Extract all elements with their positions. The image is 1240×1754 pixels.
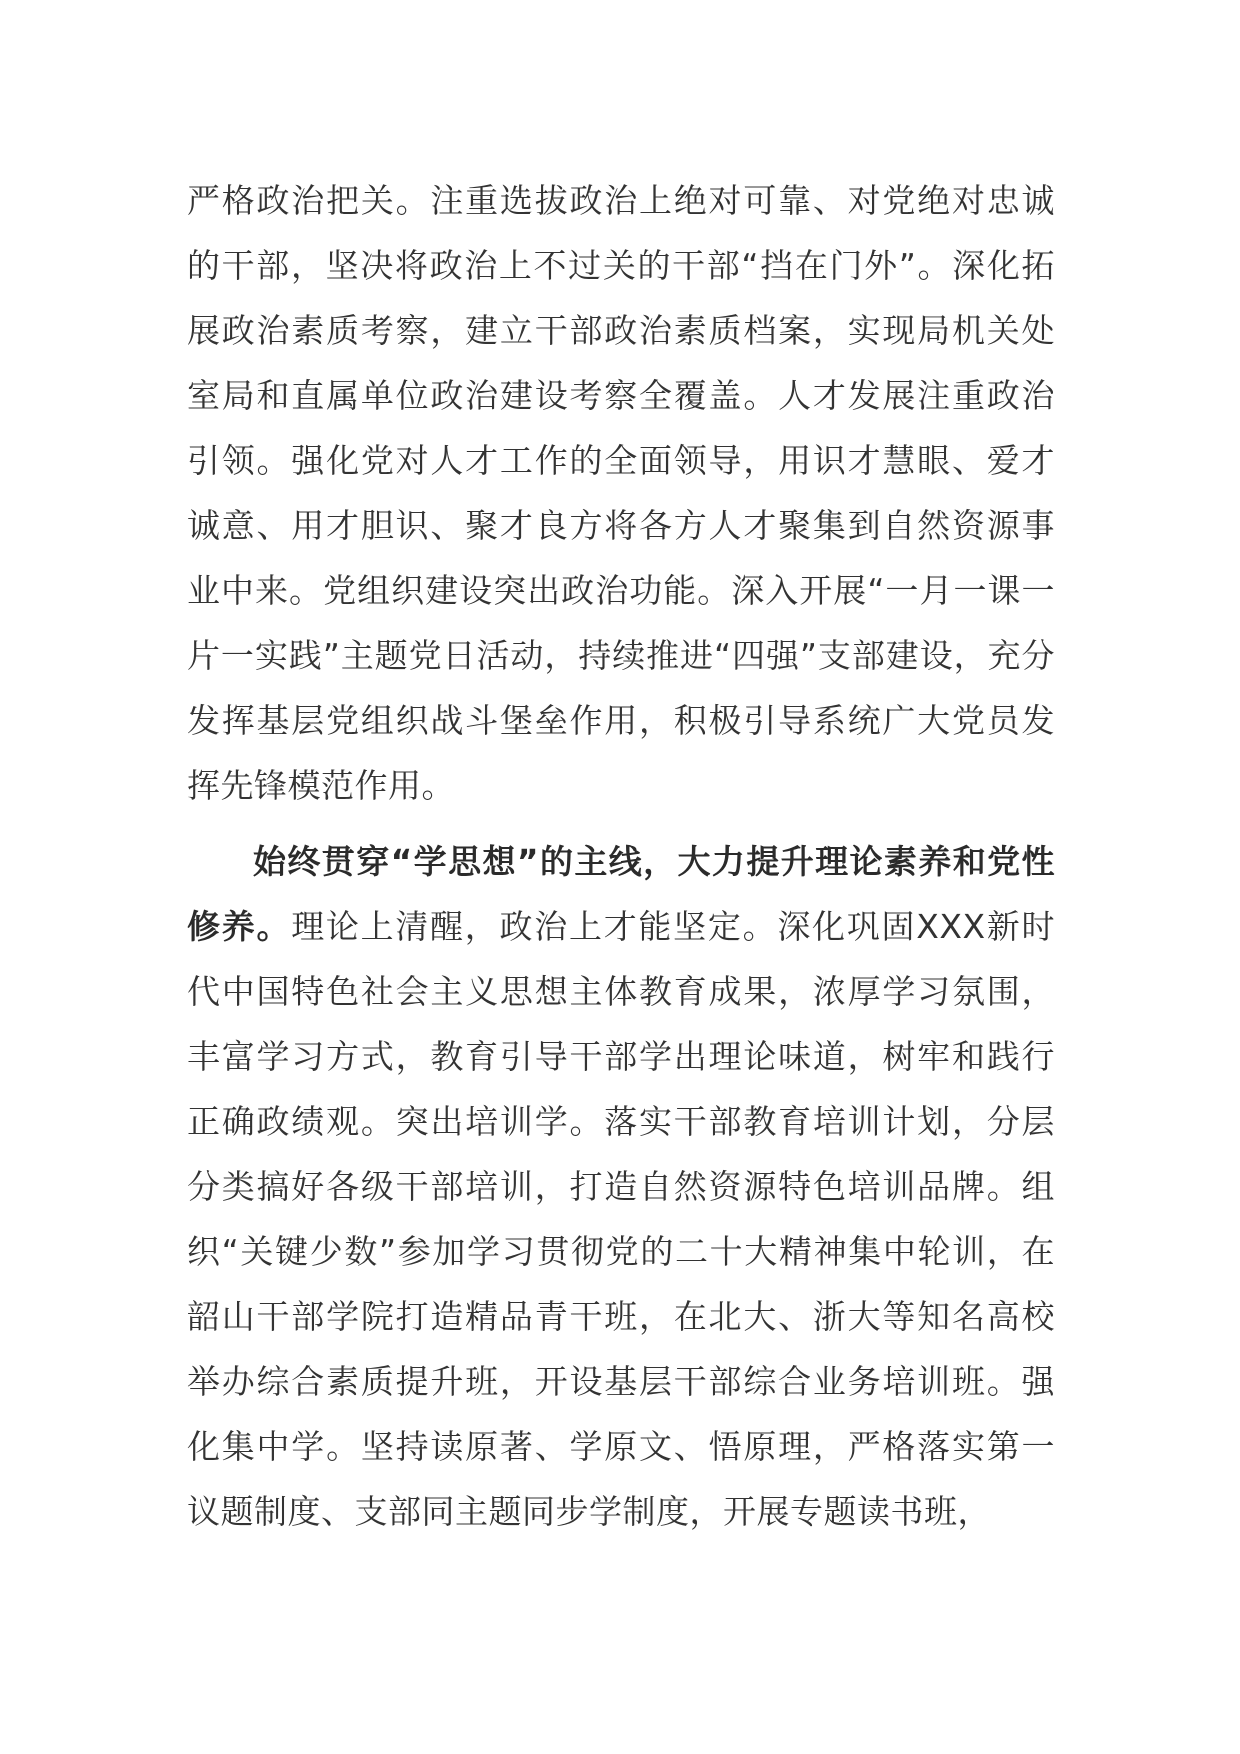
paragraph-heading: 始终贯穿“学思想”的主线，大力提升理论素养和党性修养。 <box>187 842 1055 946</box>
paragraph-text: 严格政治把关。注重选拔政治上绝对可靠、对党绝对忠诚的干部，坚决将政治上不过关的干部“挡在门外”。深化拓展政治素质考察，建立干部政治素质档案，实现局机关处室局和直属单位政治建设考察全覆盖。人才发展注重政治引领。强化党对人才工作的全面领导，用识才慧眼、爱才诚意、用才胆识、聚才良方将各方人才聚集到自然资源事业中来。党组织建设突出政治功能。深入开展“一月一课一片一实践”主题党日活动，持续推进“四强”支部建设，充分发挥基层党组织战斗堡垒作用，积极引导系统广大党员发挥先锋模范作用。 <box>187 181 1055 805</box>
paragraph-text: 理论上清醒，政治上才能坚定。深化巩固XXX新时代中国特色社会主义思想主体教育成果，浓厚学习氛围，丰富学习方式，教育引导干部学出理论味道，树牢和践行正确政绩观。突出培训学。落实干部教育培训计划，分层分类搞好各级干部培训，打造自然资源特色培训品牌。组织“关键少数”参加学习贯彻党的二十大精神集中轮训，在韶山干部学院打造精品青干班，在北大、浙大等知名高校举办综合素质提升班，开设基层干部综合业务培训班。强化集中学。坚持读原著、学原文、悟原理，严格落实第一议题制度、支部同主题同步学制度，开展专题读书班， <box>187 907 1056 1531</box>
document-body <box>187 168 1055 1544</box>
paragraph <box>187 829 1055 1544</box>
paragraph <box>187 168 1055 818</box>
